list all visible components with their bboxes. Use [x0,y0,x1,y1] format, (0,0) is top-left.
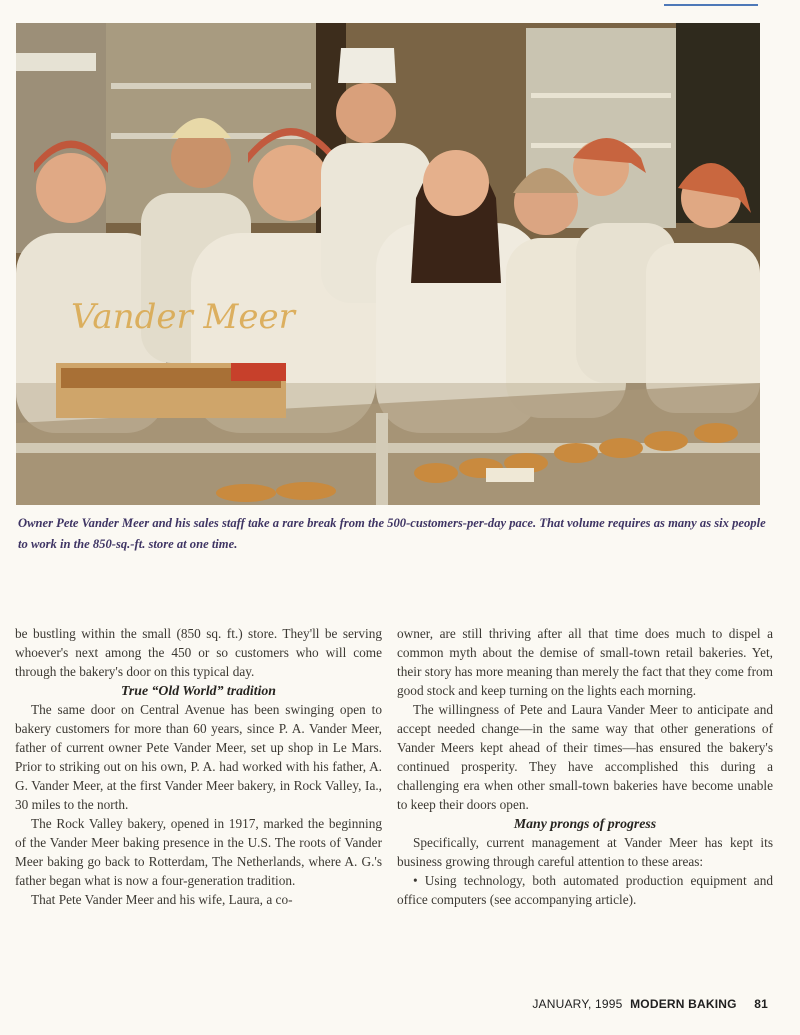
bakery-staff-photo [16,23,760,505]
footer-date: JANUARY, 1995 [532,997,623,1011]
left-paragraph-1: be bustling within the small (850 sq. ft.) store. They'll be serving whoever's next among the 450 or so customers who will come through the bakery's door on this typical day. [15,626,382,679]
right-column [397,624,773,909]
right-paragraph-2: The willingness of Pete and Laura Vander Meer to anticipate and accept needed change—in the same way that other generations of Vander Meers kept ahead of their times—has ensured the bakery's continued prosperity. They have accomplished this during a challenging era when other small-town bakeries have become unable to keep their doors open. [397,702,773,812]
top-rule [664,4,758,6]
subhead-old-world-tradition: True “Old World” tradition [121,683,276,698]
apron-logo: Vander Meer [71,297,295,337]
page-number: 81 [754,997,768,1011]
left-column [15,624,382,909]
left-paragraph-3: The Rock Valley bakery, opened in 1917, marked the beginning of the Vander Meer baking presence in the U.S. The roots of Vander Meer baking go back to Rotterdam, The Netherlands, where A. G.'s father began what is now a four-generation tradition. [15,816,382,888]
footer-magazine: MODERN BAKING [630,997,737,1011]
left-paragraph-2: The same door on Central Avenue has been swinging open to bakery customers for more than 60 years, since P. A. Vander Meer, father of current owner Pete Vander Meer, set up shop in Le Mars. Prior to striking out on his own, P. A. had worked with his father, A. G. Vander Meer, at the first Vander Meer bakery, in Rock Valley, Ia., 30 miles to the north. [15,702,382,812]
right-paragraph-1: owner, are still thriving after all that time does much to dispel a common myth about the demise of small-town retail bakeries. Yet, their story has more meaning than merely the fact that they come from good stock and keep turning on the lights each morning. [397,626,773,698]
left-paragraph-4: That Pete Vander Meer and his wife, Laura, a co- [31,892,293,907]
subhead-prongs-of-progress: Many prongs of progress [513,816,657,831]
bullet-technology: • Using technology, both automated production equipment and office computers (see accompanying article). [397,873,773,907]
photo-caption: Owner Pete Vander Meer and his sales staff take a rare break from the 500-customers-per-day pace. That volume requires as many as six people to work in the 850-sq.-ft. store at one time. [18,516,766,551]
right-paragraph-3: Specifically, current management at Vander Meer has kept its business growing through careful attention to these areas: [397,835,773,869]
page-footer [532,997,768,1011]
